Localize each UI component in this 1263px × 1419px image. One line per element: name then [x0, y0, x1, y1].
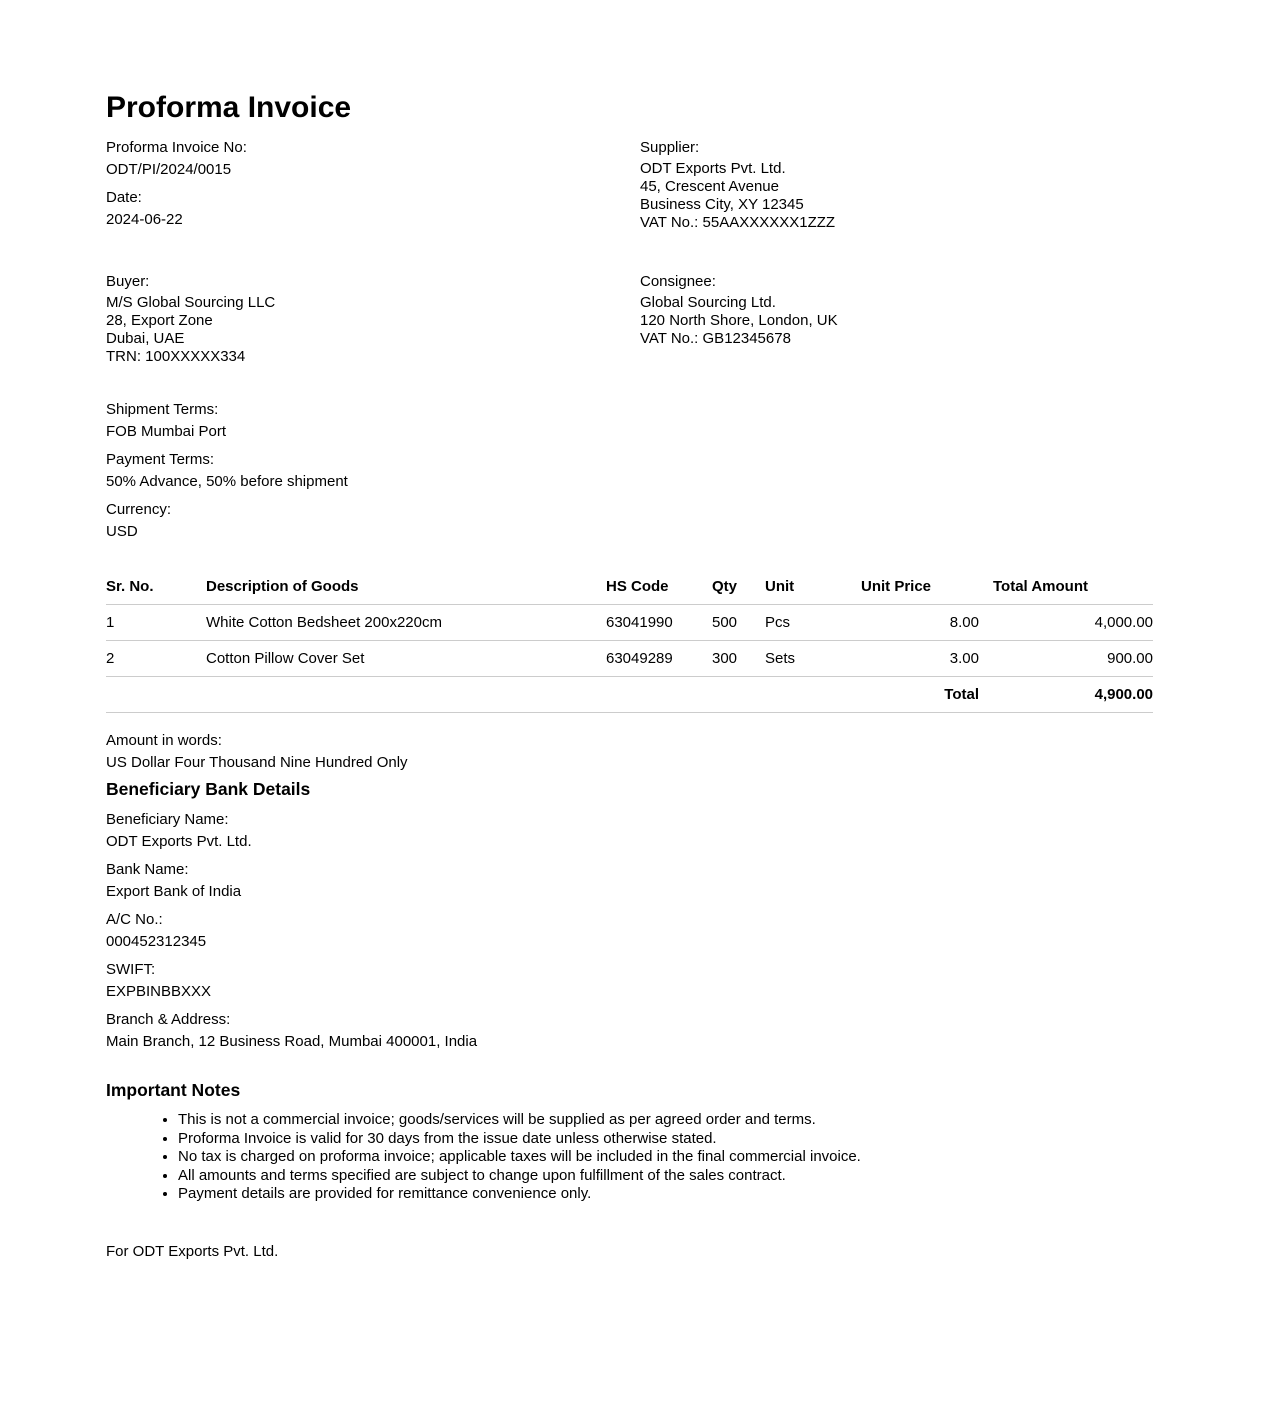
branch-address-field	[106, 1010, 1153, 1051]
supplier-address-line: ODT Exports Pvt. Ltd.	[640, 160, 786, 177]
important-notes-heading: Important Notes	[106, 1080, 241, 1100]
list-item: • No tax is charged on proforma invoice; applicable taxes will be included in the final commercial invoice.	[178, 1148, 1153, 1167]
bank-details-heading: Beneficiary Bank Details	[106, 779, 311, 799]
buyer-label: Buyer:	[106, 273, 150, 290]
total-label: Total	[861, 677, 985, 713]
list-item: • All amounts and terms specified are subject to change upon fulfillment of the sales contract.	[178, 1167, 1153, 1186]
payment-terms-label: Payment Terms:	[106, 451, 215, 468]
invoice-date-field	[106, 188, 640, 229]
buyer-address-line: 28, Export Zone	[106, 312, 213, 329]
header-meta-row	[106, 138, 1153, 238]
buyer-address	[106, 294, 640, 366]
qty-cell: 500	[712, 605, 765, 641]
invoice-date-label: Date:	[106, 189, 142, 206]
table-row	[106, 605, 1153, 641]
sr-no-cell: 2	[106, 641, 206, 677]
consignee-block	[640, 272, 1153, 366]
bank-name-label: Bank Name:	[106, 861, 189, 878]
table-row	[106, 641, 1153, 677]
buyer-address-line: M/S Global Sourcing LLC	[106, 294, 276, 311]
amount-in-words-label: Amount in words:	[106, 732, 222, 749]
qty-cell: 300	[712, 641, 765, 677]
beneficiary-name-field	[106, 810, 1153, 851]
total-amount-header: Total Amount	[985, 569, 1153, 605]
bank-name-field	[106, 860, 1153, 901]
unit-cell: Pcs	[765, 605, 861, 641]
swift-value: EXPBINBBXXX	[106, 983, 212, 1000]
total-amount-cell: 4,000.00	[985, 605, 1153, 641]
payment-terms-value: 50% Advance, 50% before shipment	[106, 473, 348, 490]
total-row-spacer	[106, 677, 861, 713]
supplier-address-line: 45, Crescent Avenue	[640, 178, 779, 195]
unit-cell: Sets	[765, 641, 861, 677]
unit-price-cell: 3.00	[861, 641, 985, 677]
buyer-block	[106, 272, 640, 366]
hs-code-cell: 63041990	[606, 605, 712, 641]
invoice-number-label: Proforma Invoice No:	[106, 139, 247, 156]
account-number-label: A/C No.:	[106, 911, 163, 928]
consignee-label: Consignee:	[640, 273, 716, 290]
consignee-vat-number: VAT No.: GB12345678	[640, 330, 791, 347]
signature-line: For ODT Exports Pvt. Ltd.	[106, 1242, 279, 1260]
buyer-trn-number: TRN: 100XXXXX334	[106, 348, 246, 365]
buyer-address-line: Dubai, UAE	[106, 330, 185, 347]
supplier-address	[640, 160, 1153, 232]
currency-field	[106, 500, 1153, 541]
beneficiary-name-value: ODT Exports Pvt. Ltd.	[106, 833, 252, 850]
description-header: Description of Goods	[206, 569, 606, 605]
shipment-terms-label: Shipment Terms:	[106, 401, 219, 418]
supplier-block	[640, 138, 1153, 238]
hs-code-cell: 63049289	[606, 641, 712, 677]
account-number-value: 000452312345	[106, 933, 207, 950]
shipment-terms-field	[106, 400, 1153, 441]
amount-in-words-value: US Dollar Four Thousand Nine Hundred Only	[106, 754, 408, 771]
unit-header: Unit	[765, 569, 861, 605]
bank-name-value: Export Bank of India	[106, 883, 242, 900]
list-item: • Proforma Invoice is valid for 30 days from the issue date unless otherwise stated.	[178, 1130, 1153, 1149]
qty-header: Qty	[712, 569, 765, 605]
important-notes-list	[106, 1111, 1153, 1204]
description-cell: Cotton Pillow Cover Set	[206, 641, 606, 677]
terms-section	[106, 400, 1153, 541]
supplier-label: Supplier:	[640, 139, 700, 156]
description-cell: White Cotton Bedsheet 200x220cm	[206, 605, 606, 641]
list-item: • This is not a commercial invoice; goods/services will be supplied as per agreed order and terms.	[178, 1111, 1153, 1130]
sr-no-cell: 1	[106, 605, 206, 641]
page-title: Proforma Invoice	[106, 91, 352, 124]
consignee-address-line: Global Sourcing Ltd.	[640, 294, 776, 311]
swift-label: SWIFT:	[106, 961, 156, 978]
swift-field	[106, 960, 1153, 1001]
currency-label: Currency:	[106, 501, 172, 518]
supplier-address-line: Business City, XY 12345	[640, 196, 804, 213]
currency-value: USD	[106, 523, 138, 540]
unit-price-header: Unit Price	[861, 569, 985, 605]
beneficiary-name-label: Beneficiary Name:	[106, 811, 229, 828]
unit-price-cell: 8.00	[861, 605, 985, 641]
invoice-number-value: ODT/PI/2024/0015	[106, 161, 232, 178]
consignee-address	[640, 294, 1153, 348]
total-amount-cell: 900.00	[985, 641, 1153, 677]
branch-address-label: Branch & Address:	[106, 1011, 231, 1028]
total-value: 4,900.00	[985, 677, 1153, 713]
hs-code-header: HS Code	[606, 569, 712, 605]
payment-terms-field	[106, 450, 1153, 491]
consignee-address-line: 120 North Shore, London, UK	[640, 312, 838, 329]
items-table	[106, 569, 1153, 713]
header-row	[106, 569, 1153, 605]
parties-row	[106, 272, 1153, 366]
invoice-date-value: 2024-06-22	[106, 211, 183, 228]
shipment-terms-value: FOB Mumbai Port	[106, 423, 227, 440]
amount-in-words-field	[106, 731, 1153, 772]
total-row	[106, 677, 1153, 713]
supplier-vat-number: VAT No.: 55AAXXXXXX1ZZZ	[640, 214, 836, 231]
sr-no-header: Sr. No.	[106, 569, 206, 605]
invoice-number-field	[106, 138, 640, 179]
items-table-header	[106, 569, 1153, 605]
list-item: • Payment details are provided for remittance convenience only.	[178, 1185, 1153, 1204]
invoice-meta-block	[106, 138, 640, 238]
bank-details-section	[106, 810, 1153, 1051]
account-number-field	[106, 910, 1153, 951]
branch-address-value: Main Branch, 12 Business Road, Mumbai 400001, India	[106, 1033, 478, 1050]
